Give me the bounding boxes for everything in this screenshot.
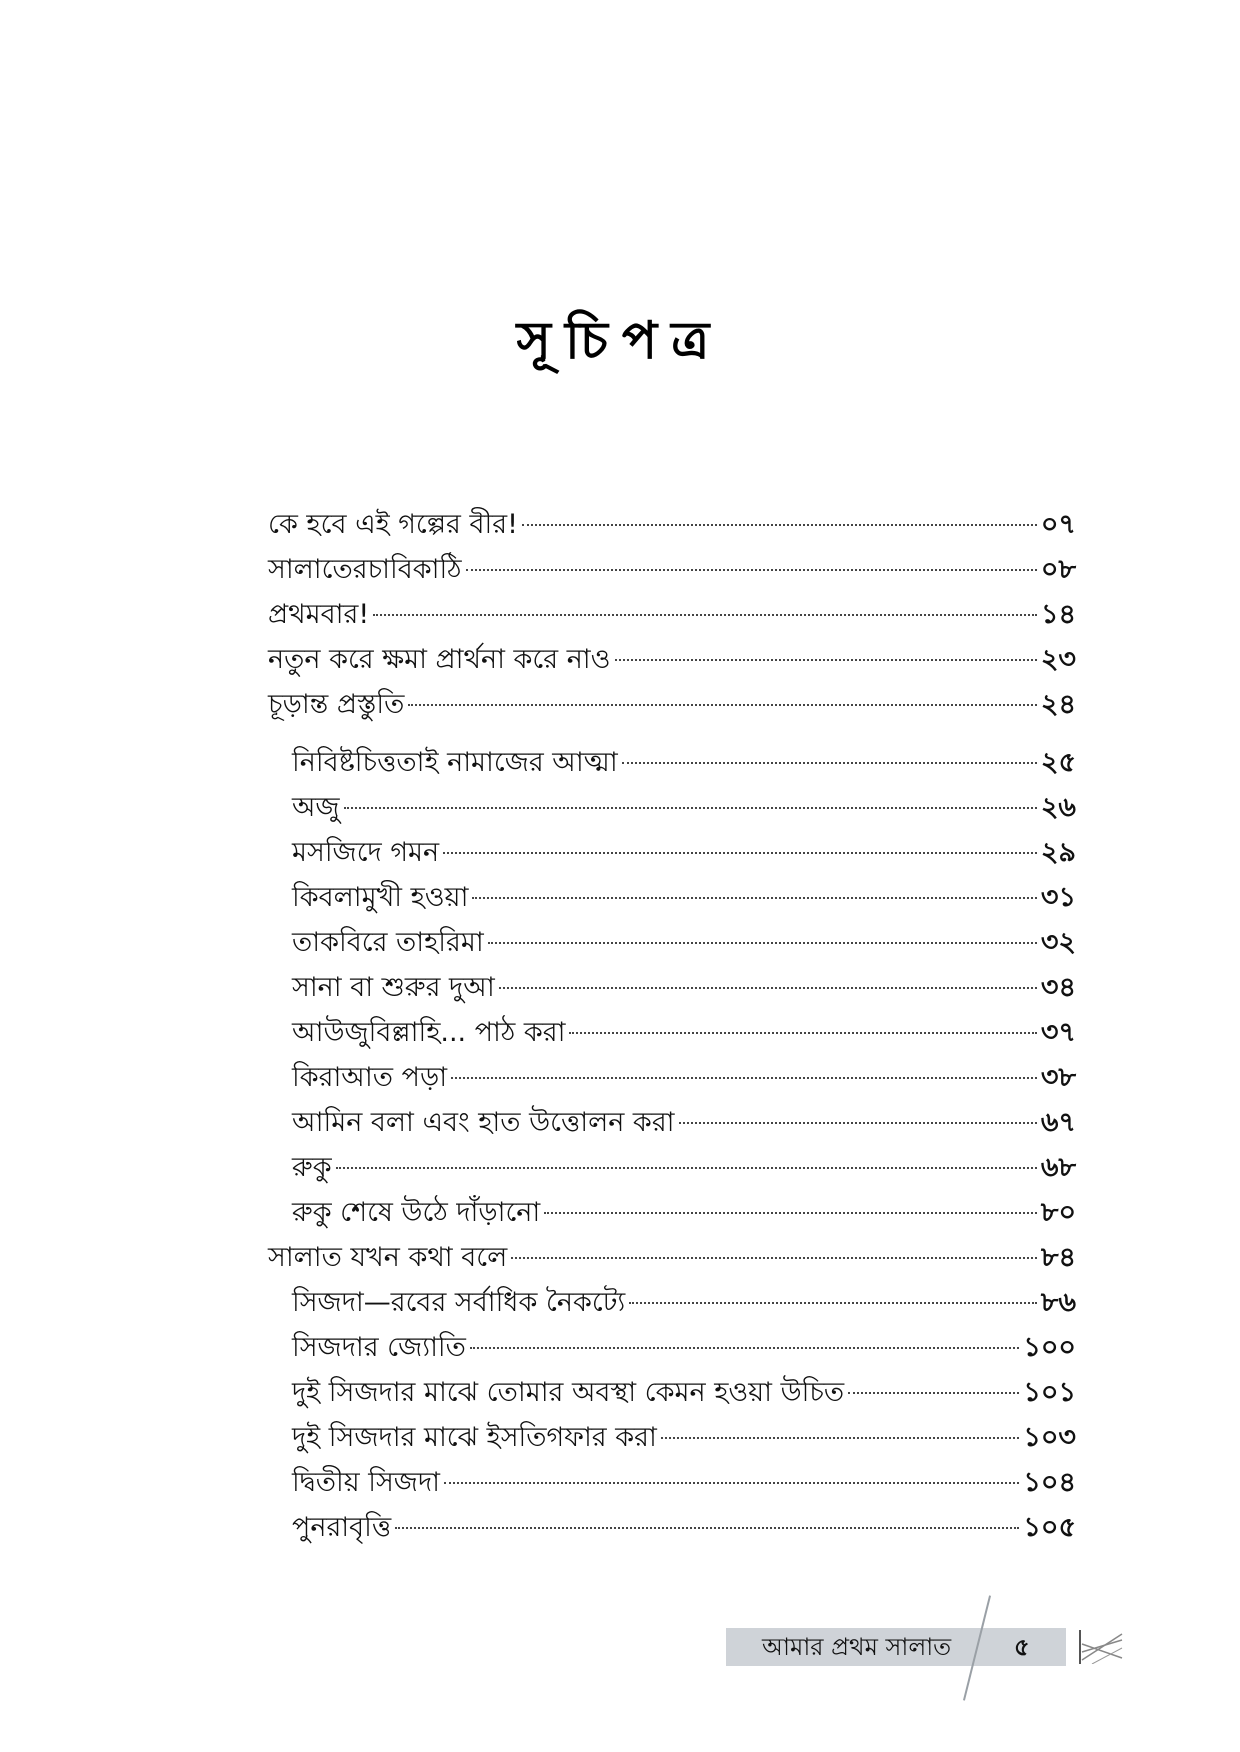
toc-dot-leader [408, 704, 1037, 706]
toc-entry [268, 547, 1076, 592]
footer-ornament-icon [1078, 1630, 1124, 1664]
footer-book-title: আমার প্রথম সালাত [762, 1633, 952, 1661]
footer-page-number: ৫ [1014, 1633, 1030, 1661]
toc-entry [268, 1325, 1076, 1370]
toc-entry-label: রুকু [292, 1152, 332, 1183]
toc-entry-page: ৩৮ [1040, 1062, 1076, 1093]
running-footer [726, 1628, 1132, 1666]
toc-entry-label: কে হবে এই গল্পের বীর! [268, 509, 518, 540]
toc-entry [268, 1280, 1076, 1325]
toc-entry-page: ২৫ [1040, 747, 1076, 778]
toc-entry-label: অজু [292, 792, 340, 823]
toc-entry [268, 502, 1076, 547]
toc-entry-label: সিজদার জ্যোতি [292, 1332, 466, 1363]
toc-dot-leader [544, 1212, 1037, 1214]
toc-dot-leader [344, 807, 1037, 809]
toc-dot-leader [629, 1302, 1037, 1304]
toc-entry-label: দুই সিজদার মাঝে তোমার অবস্থা কেমন হওয়া উচিত [292, 1377, 845, 1408]
toc-entry-page: ৮৪ [1040, 1242, 1076, 1273]
toc-entry [268, 637, 1076, 682]
toc-entry-label: নতুন করে ক্ষমা প্রার্থনা করে নাও [268, 644, 611, 675]
toc-entry-label: কিবলামুখী হওয়া [292, 882, 469, 913]
toc-entry-page: ১০১ [1023, 1377, 1076, 1408]
toc-entry [268, 1235, 1076, 1280]
toc-entry [268, 1145, 1076, 1190]
toc-entry-label: মসজিদে গমন [292, 837, 440, 868]
toc-entry-label: সালাত যখন কথা বলে [268, 1242, 508, 1273]
toc-entry-label: তাকবিরে তাহরিমা [292, 927, 484, 958]
page-title: সূচিপত্র [516, 311, 724, 371]
toc-dot-leader [679, 1122, 1037, 1124]
toc-entry [268, 965, 1076, 1010]
toc-dot-leader [466, 569, 1037, 571]
toc-entry-page: ১০৪ [1023, 1467, 1076, 1498]
toc-entry-label: সালাতেরচাবিকাঠি [268, 554, 462, 585]
toc-entry-label: সানা বা শুরুর দুআ [292, 972, 495, 1003]
toc-entry-page: ২৬ [1040, 792, 1076, 823]
toc-entry-page: ১৪ [1040, 599, 1076, 630]
toc-entry-page: ০৭ [1040, 509, 1076, 540]
table-of-contents [268, 502, 1076, 1550]
toc-entry [268, 740, 1076, 785]
toc-entry-page: ৩২ [1040, 927, 1076, 958]
toc-dot-leader [451, 1077, 1037, 1079]
toc-dot-leader [499, 987, 1037, 989]
toc-entry-label: আউজুবিল্লাহি... পাঠ করা [292, 1017, 566, 1048]
toc-dot-leader [488, 942, 1037, 944]
toc-dot-leader [622, 762, 1037, 764]
toc-entry-label: আমিন বলা এবং হাত উত্তোলন করা [292, 1107, 675, 1138]
toc-dot-leader [444, 1482, 1019, 1484]
toc-entry-page: ৩৪ [1040, 972, 1076, 1003]
toc-entry-page: ১০৩ [1023, 1422, 1076, 1453]
toc-entry-page: ৩৭ [1040, 1017, 1076, 1048]
toc-entry [268, 875, 1076, 920]
toc-entry-label: পুনরাবৃত্তি [292, 1512, 392, 1543]
toc-entry [268, 830, 1076, 875]
toc-dot-leader [511, 1257, 1037, 1259]
toc-entry [268, 785, 1076, 830]
toc-entry [268, 1460, 1076, 1505]
toc-entry-label: প্রথমবার! [268, 599, 370, 630]
toc-entry [268, 1415, 1076, 1460]
toc-dot-leader [470, 1347, 1019, 1349]
toc-entry [268, 1055, 1076, 1100]
toc-dot-leader [661, 1437, 1020, 1439]
toc-dot-leader [569, 1032, 1036, 1034]
toc-entry [268, 1100, 1076, 1145]
toc-entry-page: ৩১ [1040, 882, 1076, 913]
toc-dot-leader [336, 1167, 1037, 1169]
toc-entry-page: ৬৮ [1040, 1152, 1076, 1183]
toc-entry [268, 592, 1076, 637]
toc-dot-leader [472, 897, 1037, 899]
toc-dot-leader [443, 852, 1037, 854]
toc-entry-page: ০৮ [1040, 554, 1076, 585]
toc-entry-page: ২৩ [1040, 644, 1076, 675]
toc-entry [268, 1505, 1076, 1550]
toc-entry [268, 1010, 1076, 1055]
toc-dot-leader [522, 524, 1037, 526]
toc-entry-label: নিবিষ্টচিত্ততাই নামাজের আত্মা [292, 747, 618, 778]
toc-entry [268, 1370, 1076, 1415]
toc-entry [268, 1190, 1076, 1235]
toc-dot-leader [373, 614, 1037, 616]
toc-dot-leader [615, 659, 1037, 661]
toc-entry-label: রুকু শেষে উঠে দাঁড়ানো [292, 1197, 541, 1228]
toc-entry-page: ২৯ [1040, 837, 1076, 868]
toc-entry-label: সিজদা—রবের সর্বাধিক নৈকট্যে [292, 1287, 626, 1318]
toc-entry-page: ৮০ [1040, 1197, 1076, 1228]
toc-entry-page: ৬৭ [1040, 1107, 1076, 1138]
toc-entry-label: দ্বিতীয় সিজদা [292, 1467, 440, 1498]
toc-entry-label: কিরাআত পড়া [292, 1062, 448, 1093]
toc-entry-label: চূড়ান্ত প্রস্তুতি [268, 689, 405, 720]
toc-entry-page: ৮৬ [1040, 1287, 1076, 1318]
toc-entry [268, 920, 1076, 965]
toc-dot-leader [848, 1392, 1019, 1394]
toc-entry-page: ২৪ [1040, 689, 1076, 720]
toc-entry-label: দুই সিজদার মাঝে ইসতিগফার করা [292, 1422, 657, 1453]
toc-entry [268, 682, 1076, 727]
toc-entry-page: ১০৫ [1023, 1512, 1076, 1543]
toc-dot-leader [395, 1527, 1019, 1529]
toc-entry-page: ১০০ [1023, 1332, 1076, 1363]
